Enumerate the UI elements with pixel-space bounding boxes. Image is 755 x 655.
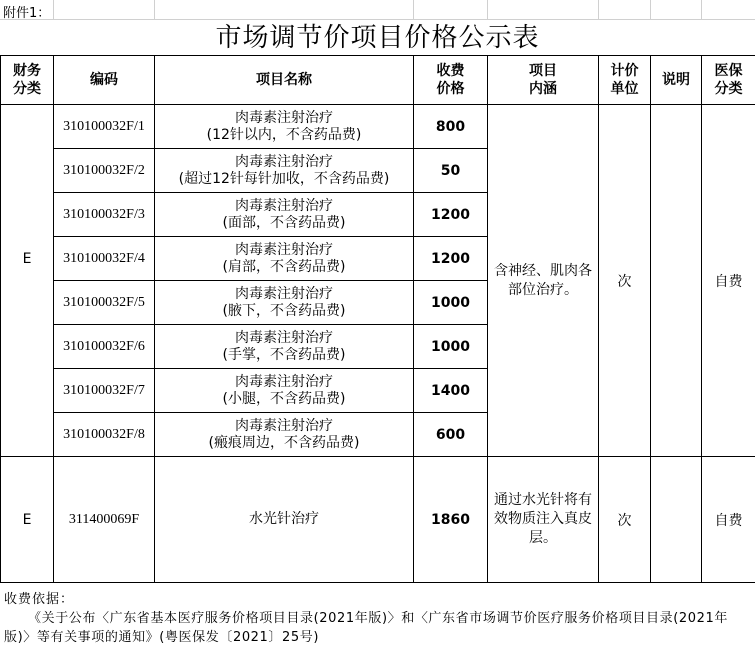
item-name-cell: 水光针治疗 bbox=[155, 457, 414, 583]
code-cell: 310100032F/2 bbox=[54, 149, 155, 193]
note-cell bbox=[651, 457, 702, 583]
table-row bbox=[1, 105, 755, 149]
price-cell: 1200 bbox=[414, 193, 488, 237]
content-cell: 含神经、肌肉各部位治疗。 bbox=[488, 105, 599, 457]
basis-label: 收费依据： bbox=[4, 592, 75, 607]
finance-category-cell: E bbox=[1, 457, 54, 583]
header-code: 编码 bbox=[54, 56, 155, 105]
item-name-cell: 肉毒素注射治疗 (超过12针每针加收，不含药品费) bbox=[155, 149, 414, 193]
code-cell: 310100032F/3 bbox=[54, 193, 155, 237]
price-cell: 1200 bbox=[414, 237, 488, 281]
price-cell: 600 bbox=[414, 413, 488, 457]
price-cell: 1860 bbox=[414, 457, 488, 583]
content-cell: 通过水光针将有效物质注入真皮层。 bbox=[488, 457, 599, 583]
table-row bbox=[1, 457, 755, 583]
insurance-cell: 自费 bbox=[702, 105, 755, 457]
price-cell: 1000 bbox=[414, 281, 488, 325]
page-title: 市场调节价项目价格公示表 bbox=[215, 23, 540, 53]
price-table bbox=[0, 55, 755, 583]
item-name-cell: 肉毒素注射治疗 (肩部，不含药品费) bbox=[155, 237, 414, 281]
code-cell: 310100032F/1 bbox=[54, 105, 155, 149]
code-cell: 310100032F/7 bbox=[54, 369, 155, 413]
code-cell: 310100032F/4 bbox=[54, 237, 155, 281]
item-name-cell: 肉毒素注射治疗 (小腿，不含药品费) bbox=[155, 369, 414, 413]
header-insurance: 医保 分类 bbox=[702, 56, 755, 105]
header-price: 收费 价格 bbox=[414, 56, 488, 105]
header-note: 说明 bbox=[651, 56, 702, 105]
item-name-cell: 肉毒素注射治疗 (腋下，不含药品费) bbox=[155, 281, 414, 325]
header-row bbox=[1, 56, 755, 105]
finance-category-cell: E bbox=[1, 105, 54, 413]
insurance-cell: 自费 bbox=[702, 457, 755, 583]
header-content: 项目 内涵 bbox=[488, 56, 599, 105]
header-item-name: 项目名称 bbox=[155, 56, 414, 105]
attachment-label: 附件1： bbox=[3, 6, 51, 21]
unit-cell: 次 bbox=[599, 105, 651, 457]
code-cell: 310100032F/6 bbox=[54, 325, 155, 369]
item-name-cell: 肉毒素注射治疗 (瘢痕周边，不含药品费) bbox=[155, 413, 414, 457]
price-cell: 1400 bbox=[414, 369, 488, 413]
code-cell: 310100032F/5 bbox=[54, 281, 155, 325]
item-name-cell: 肉毒素注射治疗 (12针以内，不含药品费) bbox=[155, 105, 414, 149]
price-cell: 800 bbox=[414, 105, 488, 149]
code-cell: 310100032F/8 bbox=[54, 413, 155, 457]
item-name-cell: 肉毒素注射治疗 (面部，不含药品费) bbox=[155, 193, 414, 237]
header-finance-category: 财务 分类 bbox=[1, 56, 54, 105]
footer-notes bbox=[4, 590, 752, 647]
header-unit: 计价 单位 bbox=[599, 56, 651, 105]
price-cell: 50 bbox=[414, 149, 488, 193]
note-cell bbox=[651, 105, 702, 457]
finance-category-cell-empty bbox=[1, 413, 54, 457]
price-cell: 1000 bbox=[414, 325, 488, 369]
unit-cell: 次 bbox=[599, 457, 651, 583]
code-cell: 311400069F bbox=[54, 457, 155, 583]
basis-reference: 《关于公布〈广东省基本医疗服务价格项目目录(2021年版)〉和〈广东省市场调节价医疗服务价格项目目录(2021年版)〉等有关事项的通知》(粤医保发〔2021〕25号) bbox=[4, 611, 728, 645]
item-name-cell: 肉毒素注射治疗 (手掌，不含药品费) bbox=[155, 325, 414, 369]
